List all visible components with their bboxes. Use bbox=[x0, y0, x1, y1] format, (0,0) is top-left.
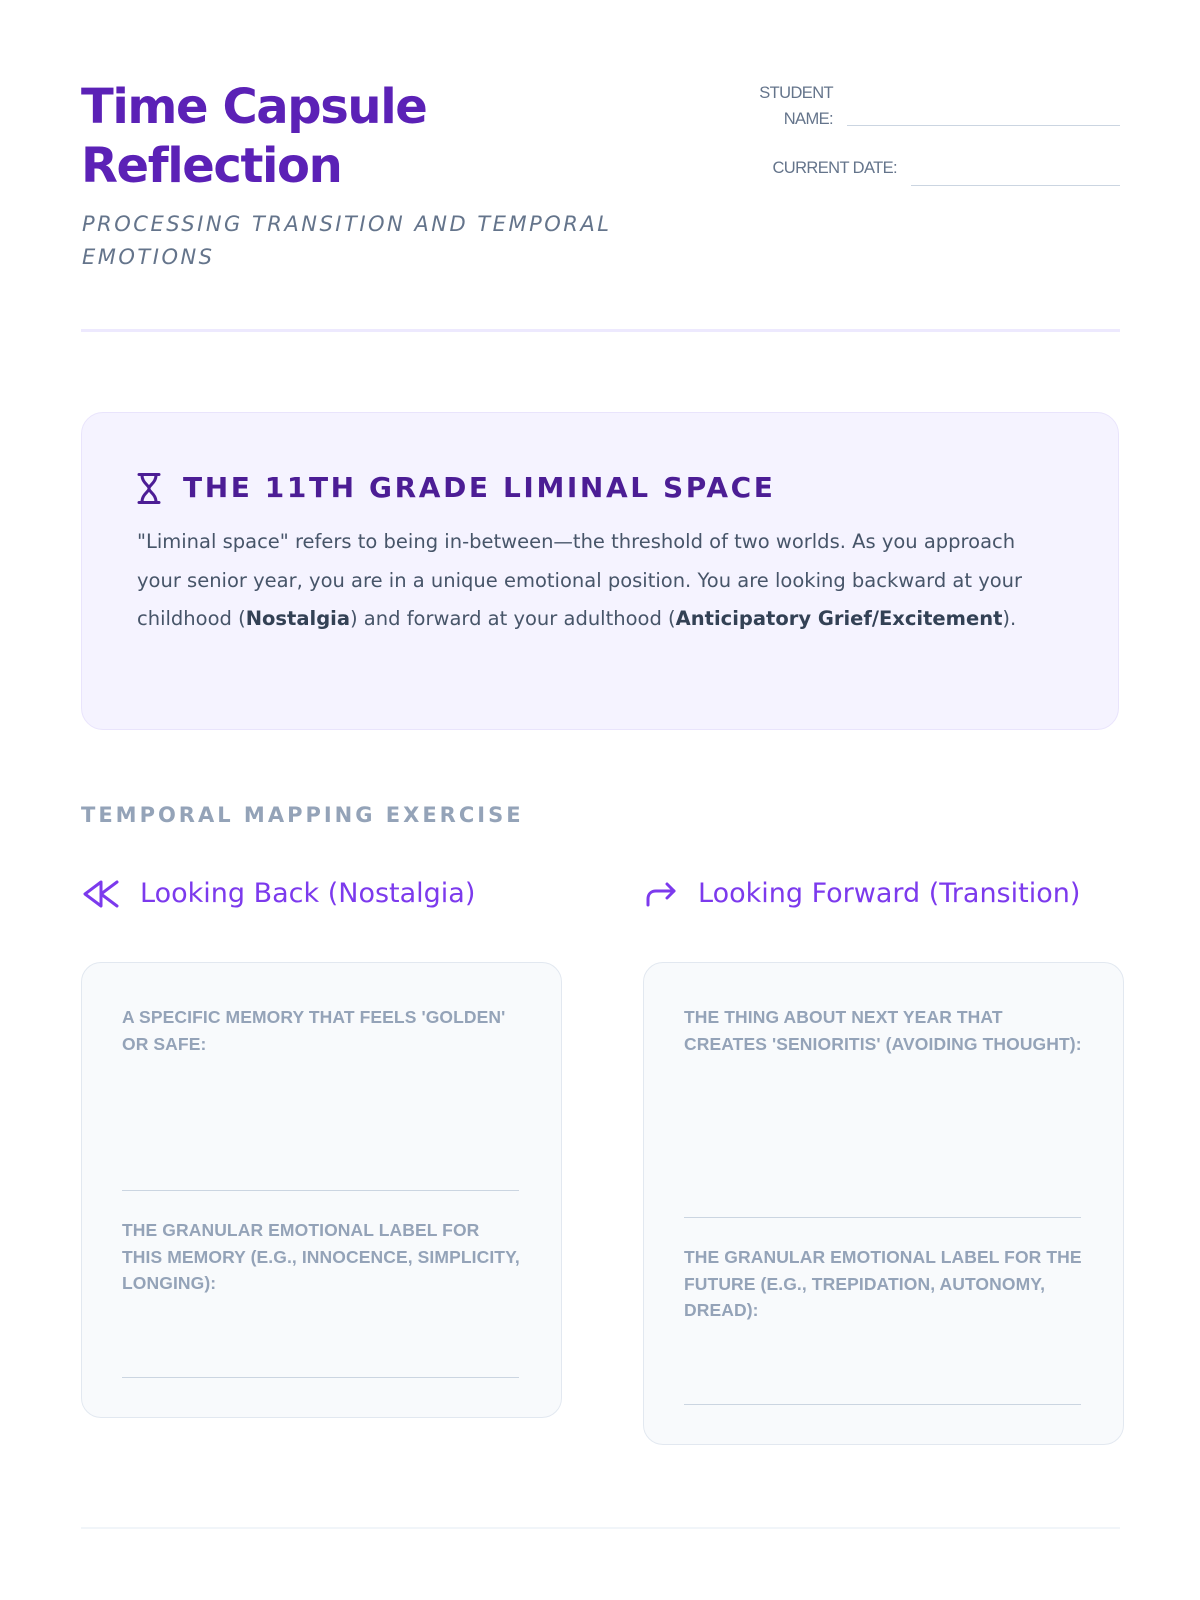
forward-arrow-icon bbox=[644, 879, 678, 909]
section-heading: TEMPORAL MAPPING EXERCISE bbox=[81, 803, 524, 827]
nostalgia-card bbox=[81, 962, 562, 1418]
callout-title: THE 11TH GRADE LIMINAL SPACE bbox=[183, 471, 776, 504]
footer-divider bbox=[81, 1527, 1120, 1529]
column-heading-forward bbox=[644, 878, 1080, 909]
rewind-icon bbox=[81, 879, 120, 909]
callout-body: "Liminal space" refers to being in-between—the threshold of two worlds. As you approach your senior year, you are in a unique emotional position. You are looking backward at your childhood (Nostalgia) and forward at your adulthood (Anticipatory Grief/Excitement). bbox=[137, 530, 1023, 630]
page-subtitle: PROCESSING TRANSITION AND TEMPORAL EMOTIONS bbox=[82, 212, 612, 269]
prompt-future-label: THE GRANULAR EMOTIONAL LABEL FOR THE FUTURE (E.G., TREPIDATION, AUTONOMY, DREAD): bbox=[684, 1247, 1082, 1320]
answer-field-golden-memory[interactable] bbox=[122, 1190, 519, 1191]
transition-card bbox=[643, 962, 1124, 1445]
header-divider bbox=[81, 329, 1120, 332]
prompt-senioritis: THE THING ABOUT NEXT YEAR THAT CREATES 'SENIORITIS' (AVOIDING THOUGHT): bbox=[684, 1007, 1082, 1054]
prompt-memory-label: THE GRANULAR EMOTIONAL LABEL FOR THIS MEMORY (E.G., INNOCENCE, SIMPLICITY, LONGING): bbox=[122, 1220, 520, 1293]
answer-field-future-label[interactable] bbox=[684, 1404, 1081, 1405]
current-date-field[interactable] bbox=[911, 185, 1120, 186]
column-heading-forward-label: Looking Forward (Transition) bbox=[698, 878, 1081, 909]
answer-field-memory-label[interactable] bbox=[122, 1377, 519, 1378]
current-date-label: CURRENT DATE: bbox=[772, 159, 897, 177]
hourglass-icon bbox=[137, 472, 161, 505]
term-nostalgia: Nostalgia bbox=[245, 607, 350, 630]
answer-field-senioritis[interactable] bbox=[684, 1217, 1081, 1218]
student-name-field[interactable] bbox=[847, 125, 1120, 126]
column-heading-back bbox=[81, 878, 475, 909]
student-name-label: STUDENT NAME: bbox=[759, 84, 833, 128]
liminal-space-callout bbox=[81, 412, 1119, 730]
term-anticipatory: Anticipatory Grief/Excitement bbox=[675, 607, 1003, 630]
column-heading-back-label: Looking Back (Nostalgia) bbox=[140, 878, 476, 909]
prompt-golden-memory: A SPECIFIC MEMORY THAT FEELS 'GOLDEN' OR SAFE: bbox=[122, 1007, 506, 1054]
page-title: Time Capsule Reflection bbox=[81, 79, 427, 194]
